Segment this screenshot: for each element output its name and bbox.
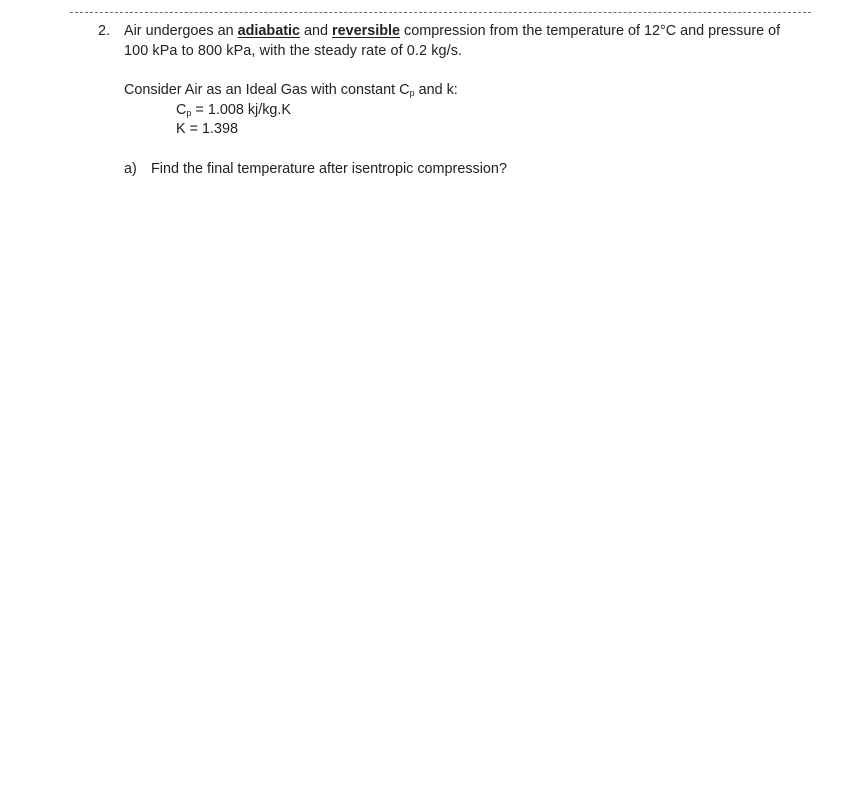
- statement-text-3: compression from the temperature of 12°C and pressure of: [400, 23, 781, 39]
- statement-text-2: and: [300, 23, 333, 39]
- statement-line-2: 100 kPa to 800 kPa, with the steady rate of 0.2 kg/s.: [124, 43, 463, 59]
- statement-line-1: [124, 21, 818, 41]
- consider-suffix: and k:: [414, 82, 458, 98]
- cp-subscript: p: [186, 108, 192, 118]
- problem-statement: [124, 21, 818, 61]
- cp-symbol: C: [176, 102, 187, 118]
- subquestion-letter: a): [124, 161, 137, 177]
- problem-number: 2.: [98, 23, 111, 39]
- subquestion-a: [124, 159, 507, 179]
- k-value-line: K = 1.398: [176, 121, 239, 137]
- consider-subscript: p: [409, 88, 415, 98]
- term-adiabatic: adiabatic: [237, 23, 300, 39]
- term-reversible: reversible: [332, 23, 401, 39]
- dashed-separator: [70, 12, 811, 13]
- subquestion-text: Find the final temperature after isentropic compression?: [151, 161, 507, 177]
- cp-value-line: [176, 100, 291, 120]
- consider-line: [124, 80, 458, 100]
- statement-text-1: Air undergoes an: [124, 23, 238, 39]
- cp-value: = 1.008 kj/kg.K: [191, 102, 292, 118]
- consider-text: Consider Air as an Ideal Gas with constant C: [124, 82, 410, 98]
